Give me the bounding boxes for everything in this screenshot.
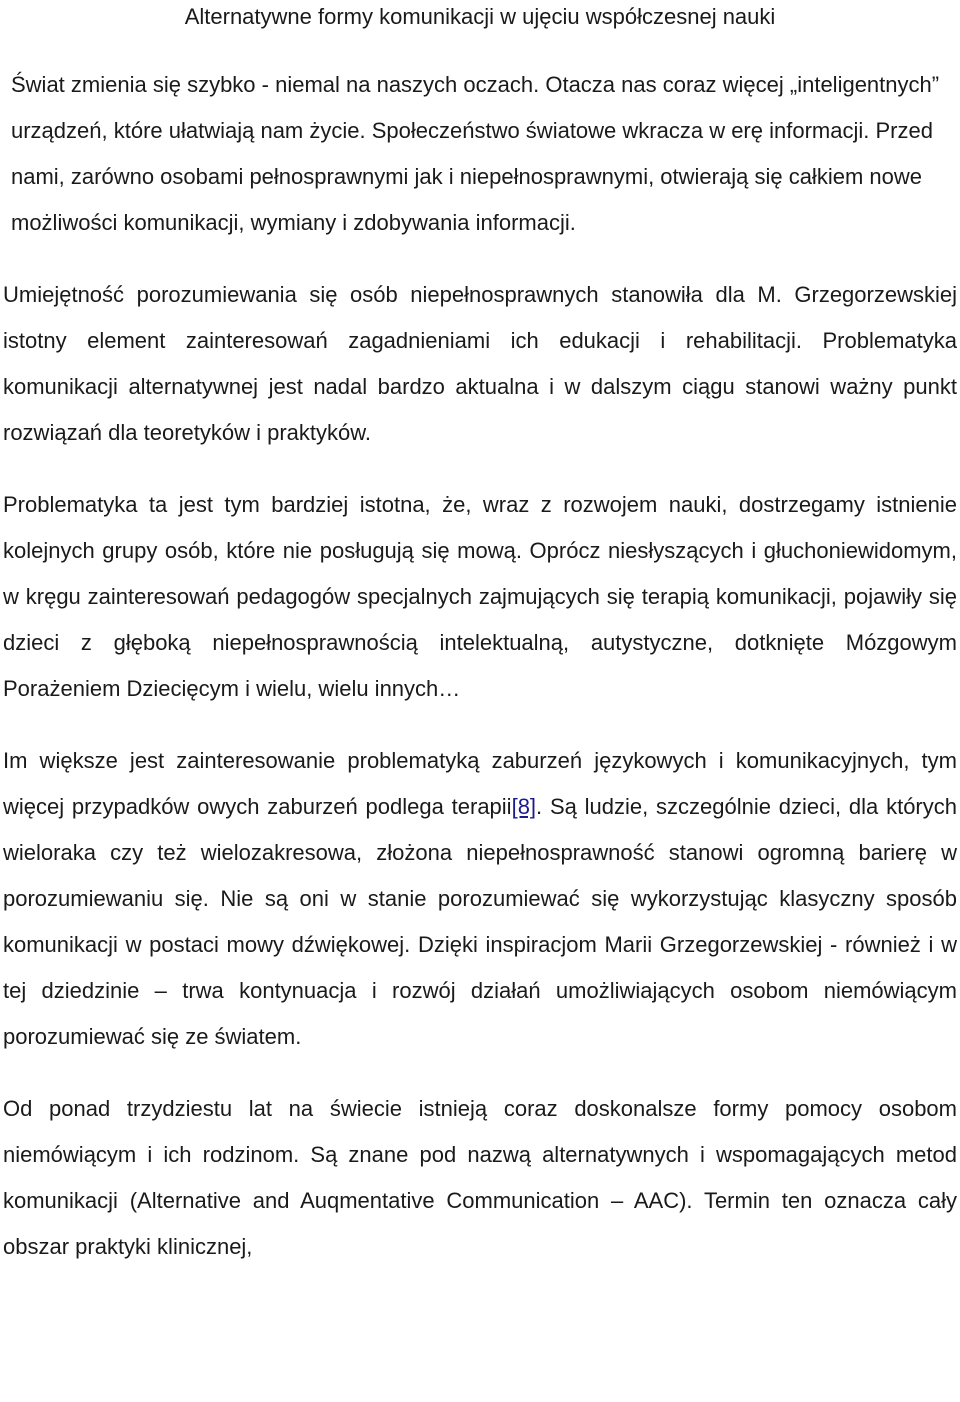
paragraph-1: Świat zmienia się szybko - niemal na naszych oczach. Otacza nas coraz więcej „inteligentnych” urządzeń, które ułatwiają nam życie. Społeczeństwo światowe wkracza w erę informacji. Przed nami, zarówno osobami pełnosprawnymi jak i niepełnosprawnymi, otwierają się całkiem nowe możliwości komunikacji, wymiany i zdobywania informacji.	[11, 72, 940, 235]
paragraph-4-text-start: Im większe jest zainteresowanie problematyką zaburzeń językowych i komunikacyjnych, tym więcej przypadków owych zaburzeń podlega terapii	[3, 748, 957, 819]
footnote-reference-link[interactable]: [8]	[511, 794, 537, 819]
paragraph-4	[3, 738, 957, 1060]
paragraph-3: Problematyka ta jest tym bardziej istotna, że, wraz z rozwojem nauki, dostrzegamy istnienie kolejnych grupy osób, które nie posługują się mową. Oprócz niesłyszących i głuchoniewidomym, w kręgu zainteresowań pedagogów specjalnych zajmujących się terapią komunikacji, pojawiły się dzieci z głęboką niepełnosprawnością intelektualną, autystyczne, dotknięte Mózgowym Porażeniem Dziecięcym i wielu, wielu innych…	[3, 492, 957, 701]
document-title: Alternatywne formy komunikacji w ujęciu współczesnej nauki	[184, 4, 776, 29]
paragraph-4-text-end: . Są ludzie, szczególnie dzieci, dla których wieloraka czy też wielozakresowa, złożona niepełnosprawność stanowi ogromną barierę w porozumiewaniu się. Nie są oni w stanie porozumiewać się wykorzystując klasyczny sposób komunikacji w postaci mowy dźwiękowej. Dzięki inspiracjom Marii Grzegorzewskiej - również i w tej dziedzinie – trwa kontynuacja i rozwój działań umożliwiających osobom niemówiącym porozumiewać się ze światem.	[3, 794, 957, 1049]
paragraph-2: Umiejętność porozumiewania się osób niepełnosprawnych stanowiła dla M. Grzegorzewskiej istotny element zainteresowań zagadnieniami ich edukacji i rehabilitacji. Problematyka komunikacji alternatywnej jest nadal bardzo aktualna i w dalszym ciągu stanowi ważny punkt rozwiązań dla teoretyków i praktyków.	[3, 282, 957, 445]
paragraph-5: Od ponad trzydziestu lat na świecie istnieją coraz doskonalsze formy pomocy osobom niemówiącym i ich rodzinom. Są znane pod nazwą alternatywnych i wspomagających metod komunikacji (Alternative and Auqmentative Communication – AAC). Termin ten oznacza cały obszar praktyki klinicznej,	[3, 1096, 957, 1259]
